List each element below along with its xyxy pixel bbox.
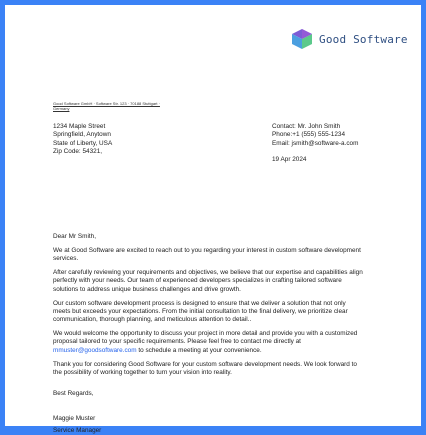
letter-body — [53, 233, 363, 435]
contact-block — [272, 123, 358, 165]
letter-date: 19 Apr 2024 — [272, 156, 307, 164]
greeting: Dear Mr Smith, — [53, 233, 96, 240]
sender-address-line: Good Software GmbH · Software Str. 123 · 70188 Stuttgart · Germany — [53, 101, 160, 111]
recipient-street: 1234 Maple Street — [53, 123, 106, 130]
signer-name: Maggie Muster — [53, 415, 96, 423]
paragraph-4-text: We would welcome the opportunity to discuss your project in more detail and provide you with a customized proposal tailored to your specific requirements. Please feel free to contact me directly at — [53, 330, 358, 346]
paragraph-4-end: to schedule a meeting at your convenience. — [136, 346, 262, 354]
paragraph-1: We at Good Software are excited to reach out to you regarding your interest in custom software development services. — [53, 246, 361, 263]
brand-name: Good Software — [319, 32, 408, 46]
contact-name: Contact: Mr. John Smith — [272, 123, 341, 130]
recipient-state: State of Liberty, USA — [53, 139, 113, 147]
closing: Best Regards, — [53, 390, 94, 398]
paragraph-3: Our custom software development process is designed to ensure that we deliver a solution that not only meets but exceeds your expectations. From the initial consultation to the final delivery, we prioritize clear communication, thorough planning, and meticulous attention to detail.. — [53, 299, 348, 324]
email-link[interactable]: mmuster@goodsoftware.com — [53, 346, 137, 354]
paragraph-4 — [53, 330, 363, 355]
cube-logo-icon — [291, 28, 313, 50]
letter-page — [5, 5, 421, 434]
paragraph-5: Thank you for considering Good Software for your custom software development needs. We look forward to the possibility of working together to turn your vision into reality. — [53, 360, 357, 376]
paragraph-2: After carefully reviewing your requirements and objectives, we believe that our expertise and capabilities align perfectly with your needs. Our team of experienced developers specializes in crafting tailored software solutions to address unique business challenges and drive growth. — [53, 269, 363, 293]
contact-phone: Phone:+1 (555) 555-1234 — [272, 131, 346, 139]
recipient-address — [53, 123, 112, 157]
brand-logo — [291, 28, 408, 50]
recipient-city: Springfield, Anytown — [53, 131, 111, 139]
signer-role: Service Manager — [53, 426, 102, 434]
recipient-zip: Zip Code: 54321, — [53, 148, 103, 156]
contact-email: Email: jsmith@software-a.com — [272, 139, 359, 147]
